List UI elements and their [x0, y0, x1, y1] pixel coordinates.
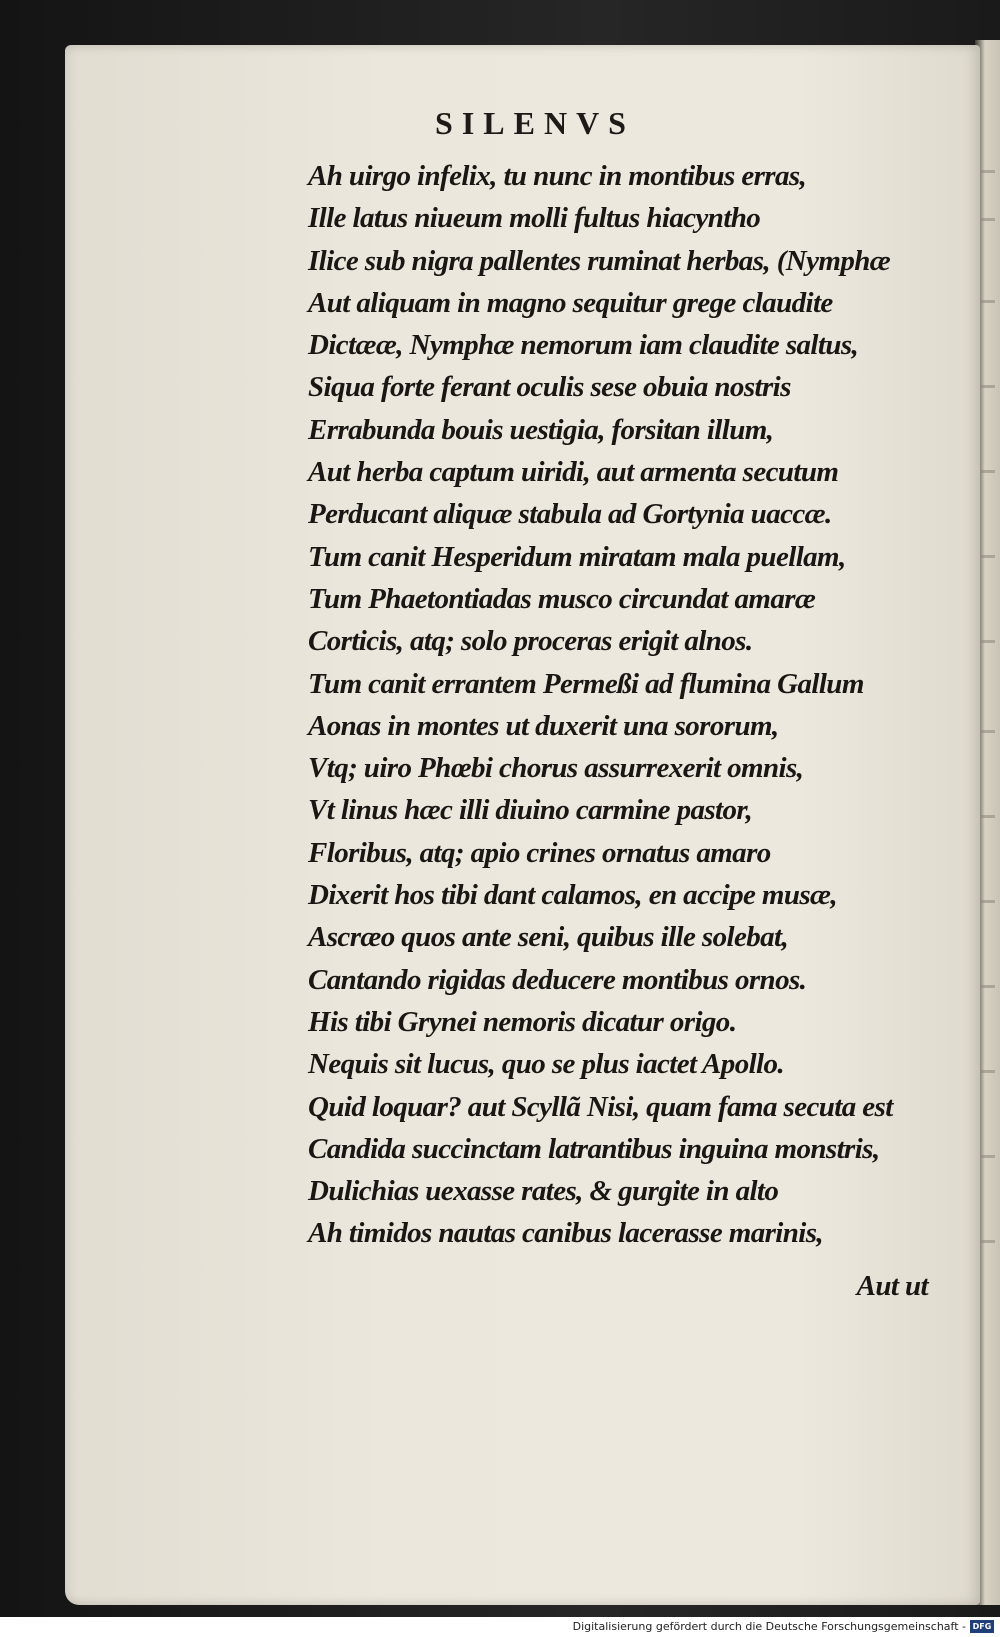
verse-line: Ascræo quos ante seni, quibus ille solebat, [308, 921, 789, 954]
verse-line: Quid loquar? aut Scyllã Nisi, quam fama secuta est [308, 1090, 893, 1123]
verse-line: Nequis sit lucus, quo se plus iactet Apollo. [308, 1048, 785, 1081]
verse-line: Corticis, atq; solo proceras erigit alnos. [308, 625, 753, 658]
verse-line: Vtq; uiro Phœbi chorus assurrexerit omnis, [308, 752, 804, 785]
verse-line: Ilice sub nigra pallentes ruminat herbas, (Nymphæ [308, 244, 891, 277]
dfg-logo: DFG [970, 1620, 994, 1633]
verse-line: Dictææ, Nymphæ nemorum iam claudite saltus, [308, 329, 859, 362]
verse-line: Candida succinctam latrantibus inguina monstris, [308, 1132, 880, 1165]
catchword: Aut ut [856, 1270, 928, 1302]
digitization-credit: Digitalisierung gefördert durch die Deutsche Forschungsgemeinschaft - [572, 1620, 966, 1633]
verse-line: Floribus, atq; apio crines ornatus amaro [308, 836, 771, 869]
verse-line: His tibi Grynei nemoris dicatur origo. [308, 1005, 737, 1038]
verse-line: Ah timidos nautas canibus lacerasse marinis, [308, 1217, 824, 1250]
verse-line: Dixerit hos tibi dant calamos, en accipe musæ, [308, 879, 838, 912]
verse-line: Tum Phaetontiadas musco circundat amaræ [308, 582, 816, 615]
verse-line: Vt linus hæc illi diuino carmine pastor, [308, 794, 753, 827]
verse-line: Aonas in montes ut duxerit una sororum, [308, 709, 779, 742]
verse-line: Cantando rigidas deducere montibus ornos. [308, 963, 807, 996]
verse-line: Ille latus niueum molli fultus hiacyntho [308, 202, 761, 235]
verse-line: Tum canit Hesperidum miratam mala puellam, [308, 540, 846, 573]
verse-line: Ah uirgo infelix, tu nunc in montibus erras, [308, 160, 807, 192]
verse-line: Aut herba captum uiridi, aut armenta secutum [308, 456, 839, 489]
verse-line: Perducant aliquæ stabula ad Gortynia uaccæ. [308, 498, 832, 531]
verse-line: Siqua forte ferant oculis sese obuia nostris [308, 371, 791, 404]
verse-line: Errabunda bouis uestigia, forsitan illum, [308, 413, 774, 446]
verse-line: Tum canit errantem Permeßi ad flumina Gallum [308, 667, 864, 700]
verse-block [308, 155, 948, 1255]
verse-line: Aut aliquam in magno sequitur grege claudite [308, 286, 833, 319]
verse-line: Dulichias uexasse rates, & gurgite in alto [308, 1175, 779, 1208]
running-head: SILENVS [435, 105, 635, 141]
